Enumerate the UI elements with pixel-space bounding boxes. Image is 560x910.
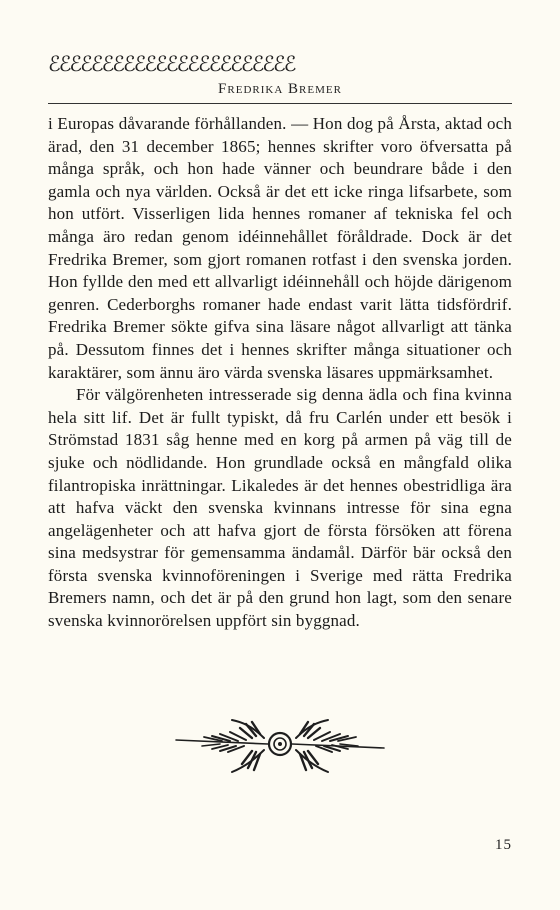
page-number: 15	[495, 837, 512, 853]
running-title: Fredrika Bremer	[218, 81, 342, 97]
tailpiece-ornament	[172, 716, 388, 776]
header-ornament: ℰℰℰℰℰℰℰℰℰℰℰℰℰℰℰℰℰℰℰℰℰℰℰ	[48, 52, 295, 76]
header-rule	[48, 103, 512, 104]
paragraph: i Europas dåvarande förhållanden. — Hon dog på Årsta, aktad och ärad, den 31 december 1865; hennes skrifter voro öfversatta på många språk, och hon hade vänner och beundrare både i den gamla och nya världen. Också är det ett icke ringa lifsarbete, som hon utfört. Visserligen lida hennes romaner af tekniska fel och många äro redan genom idéinnehållet föråldrade. Dock är det Fredrika Bremer, som gjort romanen rotfast i den svenska jorden. Hon fyllde den med ett allvarligt idéinnehåll och höjde därigenom genren. Cederborghs romaner hade endast varit lätta tidsfördrif. Fredrika Bremer sökte gifva sina läsare något allvarligt att tänka på. Dessutom finnes det i hennes skrifter många situationer och karaktärer, som ännu äro värda svenska läsares uppmärksamhet.	[48, 114, 512, 382]
body-text	[48, 113, 512, 633]
paragraph: För välgörenheten intresserade sig denna ädla och fina kvinna hela sitt lif. Det är fullt typiskt, då fru Carlén under ett besök i Strömstad 1831 såg henne med en korg på armen på väg till de sjuke och nödlidande. Hon grundlade också en mångfald olika filantropiska inrättningar. Likaledes är det hennes obestridliga ära att hafva väckt den svenska kvinnans intresse för sina egna angelägenheter och att hafva gjort de första försöken att förena sina medsystrar för gemensamma ändamål. Därför bär också den första svenska kvinnoföreningen i Sverige med rätta Fredrika Bremers namn, och det är på den grund hon lagt, som den senare svenska kvinnorörelsen uppfört sin byggnad.	[48, 385, 512, 631]
